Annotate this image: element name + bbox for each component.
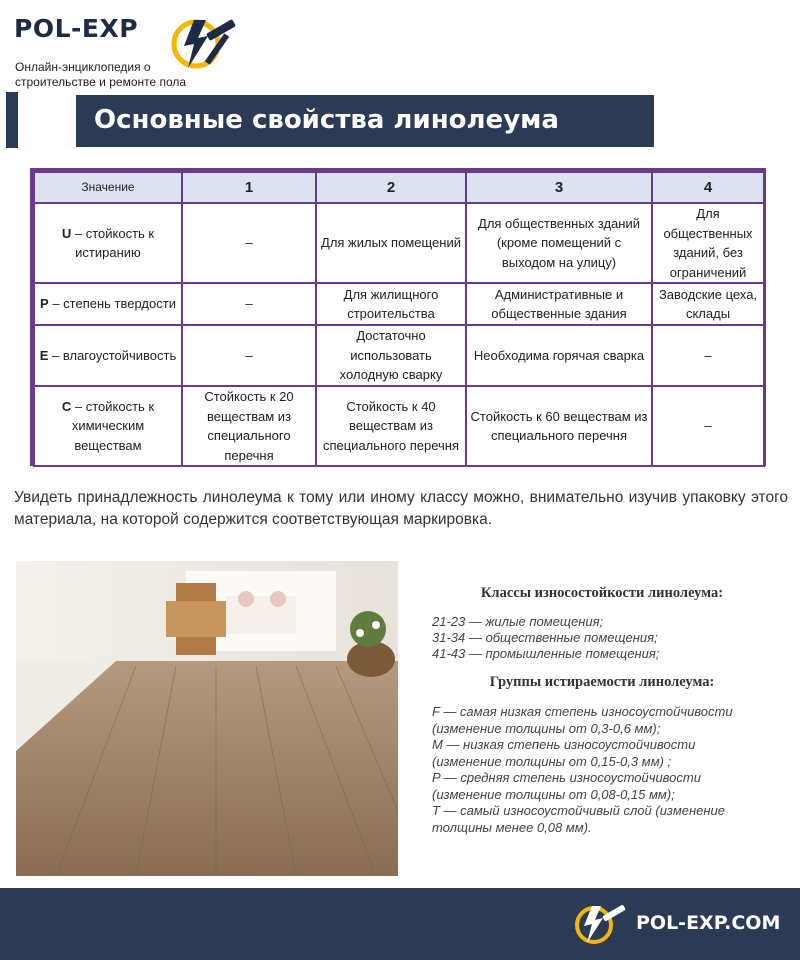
hammer-lightning-icon	[570, 900, 630, 946]
row-label: P – степень твердости	[34, 283, 182, 325]
room-floor-photo	[16, 561, 398, 876]
divider	[6, 92, 18, 148]
list-item: 31-34 — общественные помещения;	[432, 630, 658, 645]
list-item: толщины менее 0,08 мм).	[432, 819, 592, 835]
column-header: 3	[466, 172, 652, 203]
table-cell: Стойкость к 60 веществам из специального перечня	[466, 386, 652, 466]
table-row	[34, 386, 764, 466]
table-cell: Для жилищного строительства	[316, 283, 466, 325]
classification-block	[432, 585, 792, 836]
list-item: P — средняя степень износоустойчивости	[432, 770, 701, 785]
properties-table	[30, 168, 766, 466]
column-header: 2	[316, 172, 466, 203]
table-row	[34, 203, 764, 283]
row-label: C – стойкость к химическим веществам	[34, 386, 182, 466]
list-item: (изменение толщины от 0,15-0,3 мм) ;	[432, 753, 672, 769]
table-cell: Стойкость к 40 веществам из специального перечня	[316, 386, 466, 466]
table-cell: –	[182, 325, 316, 386]
list-item: 41-43 — промышленные помещения;	[432, 646, 660, 661]
table-cell: Необходима горячая сварка	[466, 325, 652, 386]
table-row	[34, 283, 764, 325]
list-item: T — самый износоустойчивый слой (изменение	[432, 803, 725, 818]
header	[0, 0, 800, 92]
table-cell: Заводские цеха, склады	[652, 283, 764, 325]
table-cell: Административные и общественные здания	[466, 283, 652, 325]
list-item: 21-23 — жилые помещения;	[432, 614, 604, 629]
classes-list	[432, 614, 792, 662]
table-cell: –	[182, 203, 316, 283]
table-row	[34, 325, 764, 386]
page-title: Основные свойства линолеума	[94, 105, 559, 135]
table-cell: Для общественных зданий, без ограничений	[652, 203, 764, 283]
logo-text: POL-EXP	[14, 14, 139, 43]
table-header-row	[34, 172, 764, 203]
marking-paragraph: Увидеть принадлежность линолеума к тому или иному классу можно, внимательно изучив упаковку этого материала, на которой содержится соответствующая маркировка.	[14, 489, 788, 528]
site-link[interactable]: POL-EXP.COM	[636, 912, 781, 934]
groups-heading: Группы истираемости линолеума:	[489, 674, 715, 690]
table-cell: –	[652, 386, 764, 466]
table-cell: –	[182, 283, 316, 325]
table-cell: Для жилых помещений	[316, 203, 466, 283]
list-item: (изменение толщины от 0,3-0,6 мм);	[432, 720, 661, 736]
table-cell: Для общественных зданий (кроме помещений с выходом на улицу)	[466, 203, 652, 283]
list-item: F — самая низкая степень износоустойчивости	[432, 704, 733, 719]
tagline: Онлайн-энциклопедия о строительстве и ремонте пола	[15, 60, 187, 89]
table-cell: Стойкость к 20 веществам из специального перечня	[182, 386, 316, 466]
row-label: E – влагоустойчивость	[34, 325, 182, 386]
logo[interactable]	[6, 6, 254, 90]
footer	[0, 888, 800, 960]
list-item: (изменение толщины от 0,08-0,15 мм);	[432, 786, 675, 802]
list-item: M — низкая степень износоустойчивости	[432, 737, 696, 752]
groups-list	[432, 704, 792, 836]
column-header: 1	[182, 172, 316, 203]
column-header: Значение	[34, 172, 182, 203]
row-label: U – стойкость к истиранию	[34, 203, 182, 283]
title-bar	[76, 95, 654, 147]
table-cell: –	[652, 325, 764, 386]
classes-heading: Классы износостойкости линолеума:	[480, 585, 724, 601]
column-header: 4	[652, 172, 764, 203]
table-cell: Достаточно использовать холодную сварку	[316, 325, 466, 386]
